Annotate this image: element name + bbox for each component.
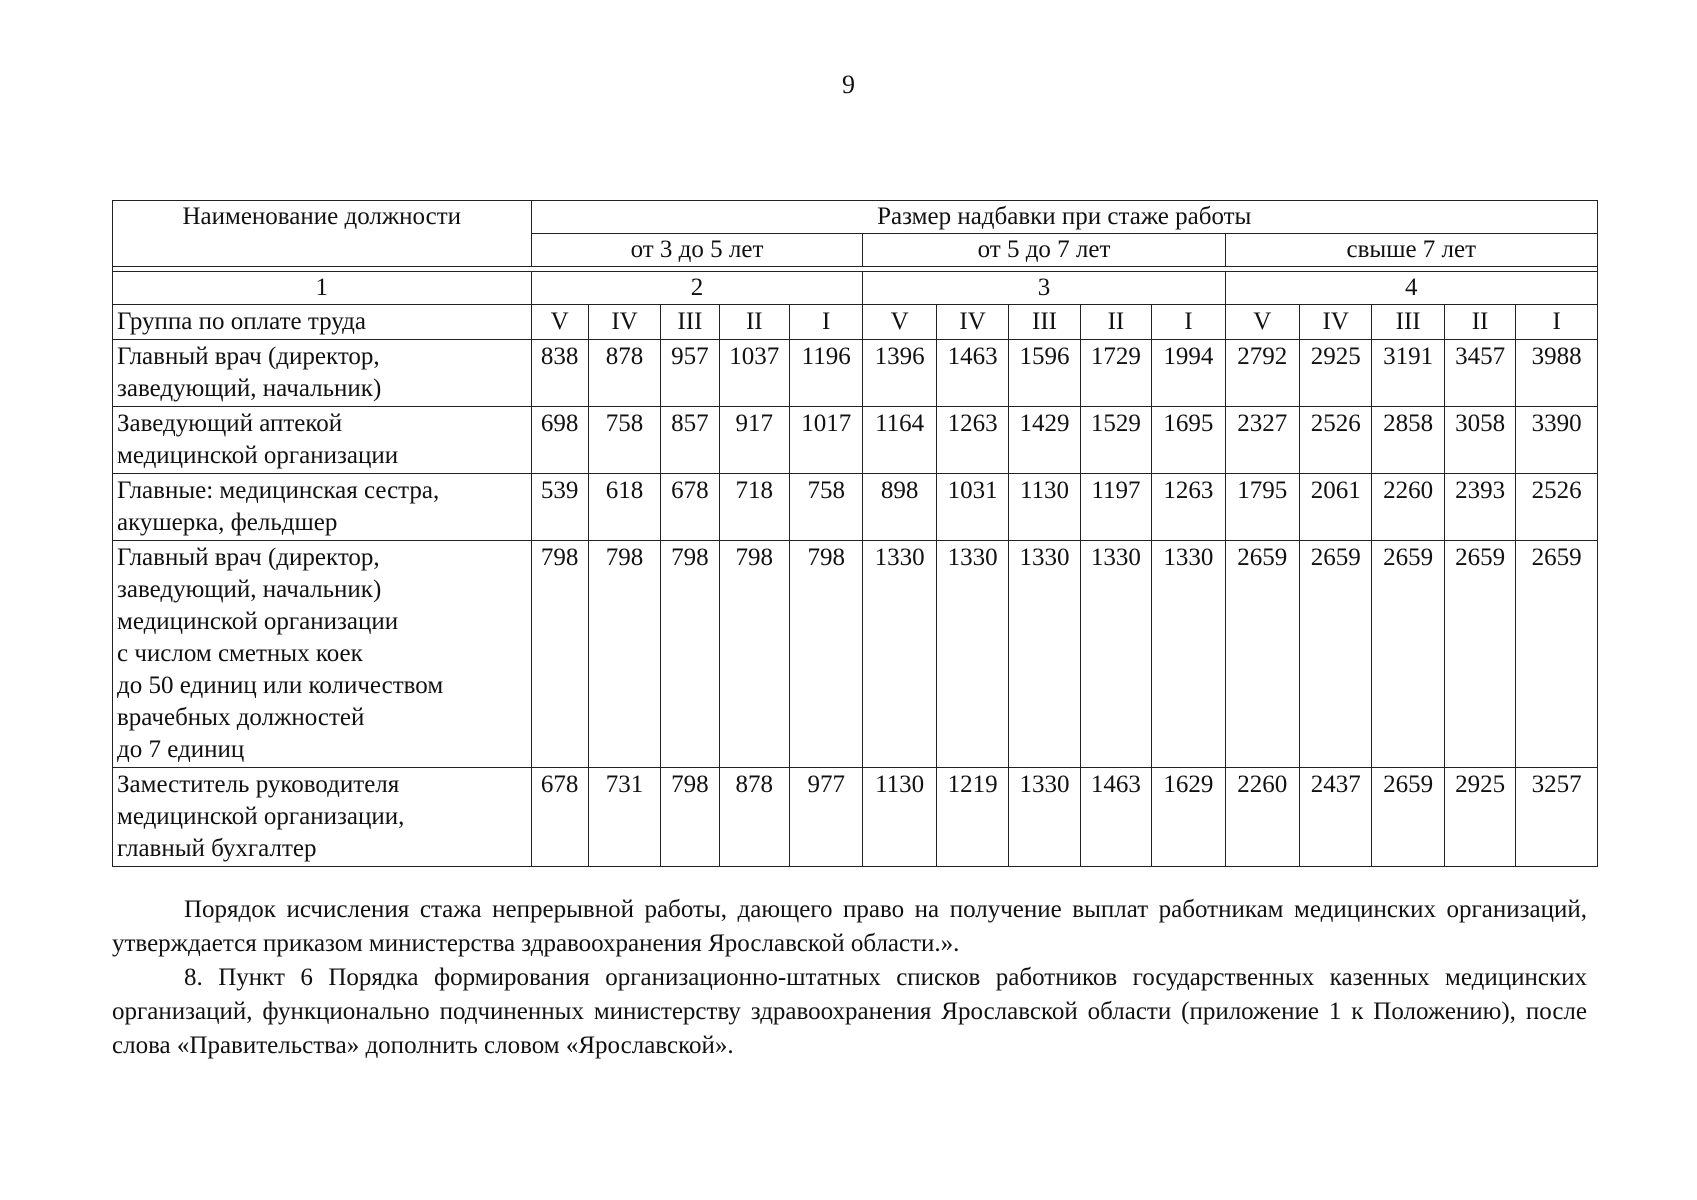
- allowance-value: 2659: [1300, 541, 1372, 768]
- position-name-line: Главные: медицинская сестра,: [117, 477, 440, 504]
- position-name-line: Главный врач (директор,: [117, 544, 380, 571]
- allowance-value: 731: [588, 768, 660, 867]
- header-position: Наименование должности: [113, 201, 532, 267]
- pay-group-header: II: [719, 305, 789, 340]
- allowance-value: 539: [531, 474, 588, 541]
- allowance-value: 2659: [1372, 541, 1444, 768]
- allowance-value: 1130: [1009, 474, 1080, 541]
- allowance-value: 1330: [1009, 541, 1080, 768]
- allowance-value: 957: [661, 340, 719, 407]
- position-name: [113, 407, 532, 474]
- allowance-value: 2925: [1444, 768, 1515, 867]
- allowance-value: 798: [661, 768, 719, 867]
- position-name-line: медицинской организации: [117, 608, 399, 635]
- position-name-line: заведующий, начальник): [117, 576, 382, 603]
- allowance-value: 2327: [1225, 407, 1299, 474]
- pay-group-header: V: [1225, 305, 1299, 340]
- position-name-line: Главный врач (директор,: [117, 343, 380, 370]
- allowance-value: 2659: [1516, 541, 1598, 768]
- allowance-value: 1219: [936, 768, 1008, 867]
- allowance-value: 838: [531, 340, 588, 407]
- position-name-line: главный бухгалтер: [117, 835, 317, 862]
- allowance-value: 698: [531, 407, 588, 474]
- allowance-value: 1130: [863, 768, 936, 867]
- body-text: [112, 893, 1587, 1063]
- allowance-value: 2061: [1300, 474, 1372, 541]
- allowance-value: 758: [790, 474, 863, 541]
- allowance-value: 878: [719, 768, 789, 867]
- allowance-value: 1695: [1152, 407, 1225, 474]
- allowance-value: 1795: [1225, 474, 1299, 541]
- allowance-value: 1396: [863, 340, 936, 407]
- period-header: свыше 7 лет: [1225, 234, 1597, 267]
- pay-group-header: IV: [936, 305, 1008, 340]
- position-name-line: врачебных должностей: [117, 704, 365, 731]
- allowance-value: 1330: [1080, 541, 1151, 768]
- table-row: [113, 474, 1598, 541]
- pay-group-header: II: [1080, 305, 1151, 340]
- allowance-value: 2659: [1225, 541, 1299, 768]
- position-name-line: заведующий, начальник): [117, 375, 382, 402]
- group-label: Группа по оплате труда: [113, 305, 532, 340]
- allowance-value: 857: [661, 407, 719, 474]
- allowance-value: 678: [661, 474, 719, 541]
- position-name-line: до 50 единиц или количеством: [117, 672, 444, 699]
- allowance-value: 1164: [863, 407, 936, 474]
- allowance-value: 1263: [1152, 474, 1225, 541]
- position-name-line: до 7 единиц: [117, 736, 245, 763]
- paragraph: 8. Пункт 6 Порядка формирования организационно-штатных списков работников государственных казенных медицинских организаций, функционально подчиненных министерству здравоохранения Ярославской области (приложение 1 к Положению), после слова «Правительства» дополнить словом «Ярославской».: [112, 964, 1587, 1059]
- position-name-line: с числом сметных коек: [117, 640, 363, 667]
- period-header: от 5 до 7 лет: [863, 234, 1225, 267]
- allowance-value: 1994: [1152, 340, 1225, 407]
- period-header: от 3 до 5 лет: [531, 234, 863, 267]
- allowance-value: 917: [719, 407, 789, 474]
- allowance-value: 1196: [790, 340, 863, 407]
- allowance-value: 1529: [1080, 407, 1151, 474]
- allowance-value: 1463: [1080, 768, 1151, 867]
- allowance-value: 1263: [936, 407, 1008, 474]
- allowance-value: 1330: [1152, 541, 1225, 768]
- allowance-value: 1330: [863, 541, 936, 768]
- allowance-value: 2526: [1516, 474, 1598, 541]
- pay-group-header: III: [1372, 305, 1444, 340]
- allowance-value: 3058: [1444, 407, 1515, 474]
- position-name: [113, 768, 532, 867]
- pay-group-header: I: [790, 305, 863, 340]
- allowance-value: 898: [863, 474, 936, 541]
- column-number: 2: [531, 272, 863, 305]
- paragraph: Порядок исчисления стажа непрерывной работы, дающего право на получение выплат работникам медицинских организаций, утверждается приказом министерства здравоохранения Ярославской области.».: [112, 896, 1587, 957]
- allowance-value: 798: [661, 541, 719, 768]
- allowance-value: 2792: [1225, 340, 1299, 407]
- pay-group-header: I: [1152, 305, 1225, 340]
- allowance-value: 2659: [1372, 768, 1444, 867]
- allowance-value: 2925: [1300, 340, 1372, 407]
- pay-group-header: V: [531, 305, 588, 340]
- position-name-line: акушерка, фельдшер: [117, 509, 338, 536]
- allowance-value: 798: [531, 541, 588, 768]
- allowance-value: 678: [531, 768, 588, 867]
- position-name: [113, 340, 532, 407]
- table-row: [113, 407, 1598, 474]
- table-row: [113, 340, 1598, 407]
- allowance-table: [112, 200, 1598, 867]
- allowance-value: 798: [588, 541, 660, 768]
- allowance-value: 977: [790, 768, 863, 867]
- allowance-value: 1629: [1152, 768, 1225, 867]
- header-allowance: Размер надбавки при стаже работы: [531, 201, 1598, 234]
- table-row: [113, 768, 1598, 867]
- position-name-line: медицинской организации: [117, 442, 399, 469]
- table-row: [113, 541, 1598, 768]
- pay-group-header: I: [1516, 305, 1598, 340]
- allowance-value: 618: [588, 474, 660, 541]
- pay-group-header: II: [1444, 305, 1515, 340]
- allowance-value: 3457: [1444, 340, 1515, 407]
- allowance-value: 2526: [1300, 407, 1372, 474]
- allowance-value: 718: [719, 474, 789, 541]
- column-number: 1: [113, 272, 532, 305]
- allowance-value: 798: [790, 541, 863, 768]
- position-name-line: медицинской организации,: [117, 803, 405, 830]
- allowance-value: 2393: [1444, 474, 1515, 541]
- allowance-value: 3988: [1516, 340, 1598, 407]
- allowance-value: 1729: [1080, 340, 1151, 407]
- allowance-value: 2260: [1225, 768, 1299, 867]
- allowance-value: 1031: [936, 474, 1008, 541]
- pay-group-header: III: [661, 305, 719, 340]
- allowance-value: 2858: [1372, 407, 1444, 474]
- allowance-value: 3390: [1516, 407, 1598, 474]
- allowance-value: 758: [588, 407, 660, 474]
- position-name: [113, 541, 532, 768]
- allowance-value: 878: [588, 340, 660, 407]
- allowance-value: 1330: [1009, 768, 1080, 867]
- column-number: 3: [863, 272, 1225, 305]
- allowance-value: 1463: [936, 340, 1008, 407]
- position-name-line: Заместитель руководителя: [117, 771, 400, 798]
- allowance-value: 1429: [1009, 407, 1080, 474]
- allowance-value: 1037: [719, 340, 789, 407]
- allowance-value: 1017: [790, 407, 863, 474]
- allowance-value: 3257: [1516, 768, 1598, 867]
- allowance-value: 2437: [1300, 768, 1372, 867]
- allowance-value: 3191: [1372, 340, 1444, 407]
- pay-group-header: V: [863, 305, 936, 340]
- allowance-value: 1197: [1080, 474, 1151, 541]
- position-name: [113, 474, 532, 541]
- allowance-value: 1596: [1009, 340, 1080, 407]
- allowance-value: 1330: [936, 541, 1008, 768]
- position-name-line: Заведующий аптекой: [117, 410, 343, 437]
- pay-group-header: III: [1009, 305, 1080, 340]
- column-number: 4: [1225, 272, 1597, 305]
- allowance-value: 798: [719, 541, 789, 768]
- allowance-value: 2260: [1372, 474, 1444, 541]
- pay-group-header: IV: [1300, 305, 1372, 340]
- allowance-value: 2659: [1444, 541, 1515, 768]
- page-number: 9: [842, 70, 855, 99]
- pay-group-header: IV: [588, 305, 660, 340]
